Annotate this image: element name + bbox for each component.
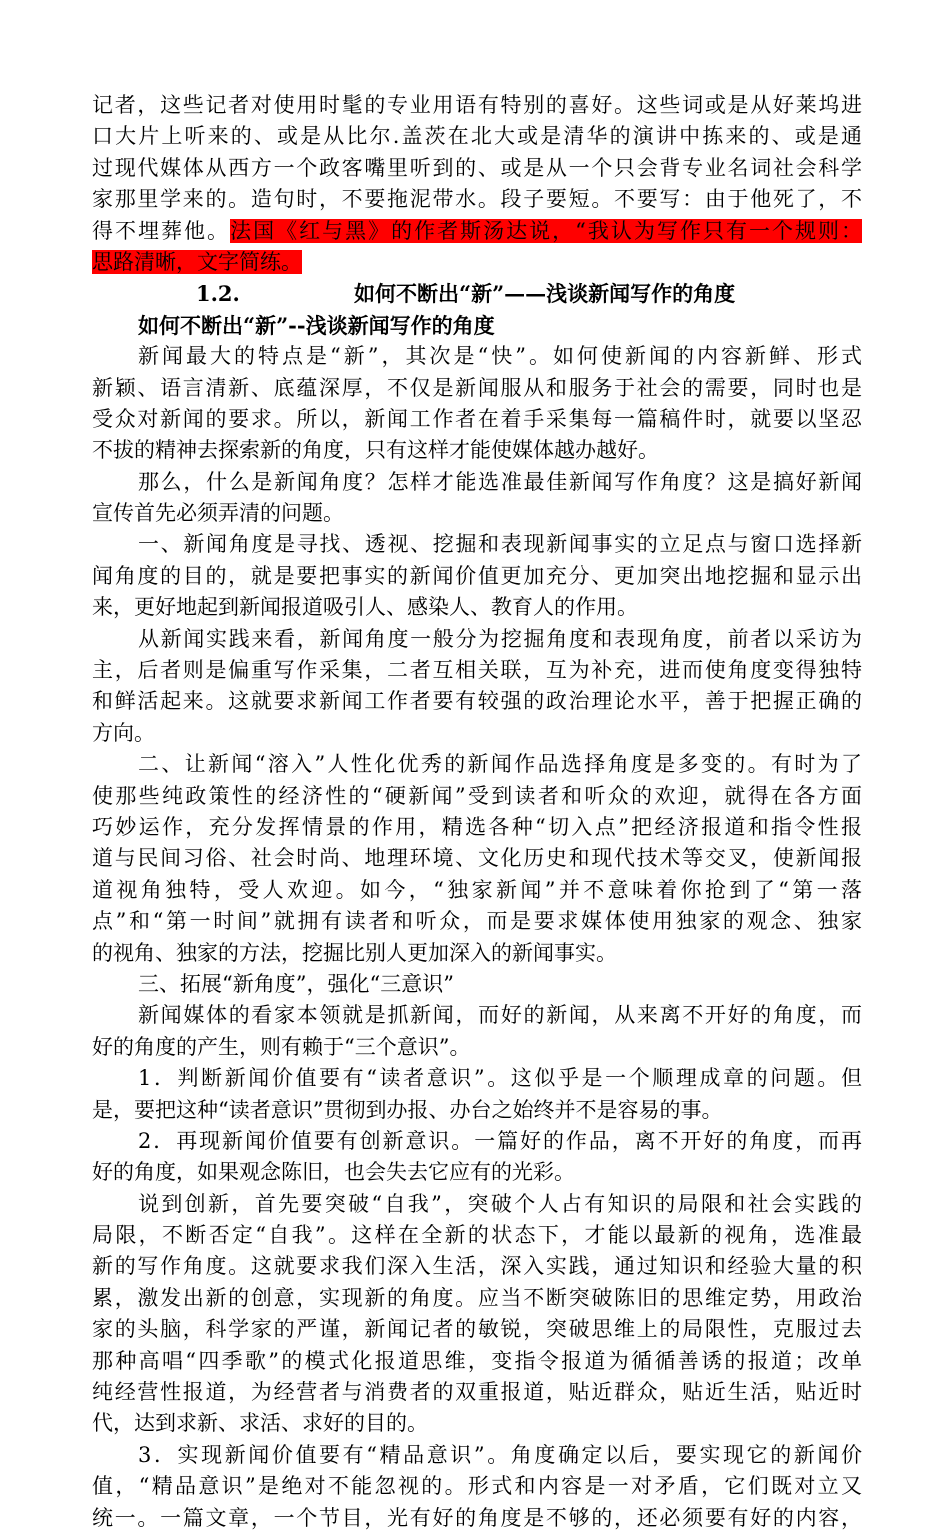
- text-line: [92, 121, 862, 152]
- line-text: 新闻媒体的看家本领就是抓新闻，而好的新闻，从来离不开好的角度，而: [138, 1003, 862, 1028]
- line-text: 宣传首先必须弄清的问题。: [92, 501, 344, 526]
- text-line: [92, 1440, 862, 1471]
- line-text: 记者，这些记者对使用时髦的专业用语有特别的喜好。这些词或是从好莱坞进: [92, 93, 862, 117]
- line-text: 那么，什么是新闻角度？怎样才能选准最佳新闻写作角度？这是搞好新闻: [138, 469, 862, 494]
- line-text: 局限，不断否定“自我”。这样在全新的状态下，才能以最新的视角，选准最: [92, 1223, 862, 1248]
- text-line: [92, 655, 862, 686]
- text-line: [92, 247, 862, 278]
- line-text: 新颖、语言清新、底蕴深厚，不仅是新闻服从和服务于社会的需要，同时也是: [92, 375, 862, 400]
- highlighted-quote: 思路清晰，文字简练。: [92, 249, 302, 274]
- highlighted-quote: 法国《红与黑》的作者斯汤达说，“我认为写作只有一个规则：: [230, 218, 863, 243]
- paragraph: [92, 749, 862, 969]
- text-line: [92, 938, 862, 969]
- text-line: [92, 906, 862, 937]
- text-line: [92, 718, 862, 749]
- line-text: 好的角度的产生，则有赖于“三个意识”。: [92, 1034, 471, 1059]
- text-line: [92, 1032, 862, 1063]
- line-text: 道与民间习俗、社会时尚、地理环境、文化历史和现代技术等交叉，使新闻报: [92, 846, 862, 871]
- section-number: 1.2.: [196, 281, 240, 307]
- paragraph: [92, 529, 862, 623]
- text-line: [92, 1000, 862, 1031]
- paragraph: [92, 1063, 862, 1126]
- line-text: 二、让新闻“溶入”人性化优秀的新闻作品选择角度是多变的。有时为了: [138, 752, 862, 777]
- paragraph: [92, 1440, 862, 1534]
- text-line: [92, 843, 862, 874]
- line-text: 过现代媒体从西方一个政客嘴里听到的、或是从一个只会背专业名词社会科学: [92, 155, 862, 180]
- line-text: 方向。: [92, 720, 155, 745]
- line-text: 好的角度，如果观念陈旧，也会失去它应有的光彩。: [92, 1160, 575, 1185]
- line-text: 纯经营性报道，为经营者与消费者的双重报道，贴近群众，贴近生活，贴近时: [92, 1380, 862, 1405]
- line-text: 3．实现新闻价值要有“精品意识”。角度确定以后，要实现它的新闻价: [138, 1442, 862, 1467]
- text-line: [92, 1126, 862, 1157]
- text-line: [92, 216, 862, 247]
- text-line: [92, 1346, 862, 1377]
- line-text: 的视角、独家的方法，挖掘比别人更加深入的新闻事实。: [92, 940, 617, 965]
- text-line: [92, 781, 862, 812]
- line-text: 值，“精品意识”是绝对不能忽视的。形式和内容是一对矛盾，它们既对立又: [92, 1474, 862, 1499]
- line-text: 1．判断新闻价值要有“读者意识”。这似乎是一个顺理成章的问题。但: [138, 1066, 862, 1091]
- line-text: 家的头脑，科学家的严谨，新闻记者的敏锐，突破思维上的局限性，克服过去: [92, 1317, 862, 1342]
- line-text: 使那些纯政策性的经济性的“硬新闻”受到读者和听众的欢迎，就得在各方面: [92, 783, 862, 808]
- line-text: 一、新闻角度是寻找、透视、挖掘和表现新闻事实的立足点与窗口选择新: [138, 532, 862, 557]
- text-line: [92, 1283, 862, 1314]
- line-text: 点”和“第一时间”就拥有读者和听众，而是要求媒体使用独家的观念、独家: [92, 909, 862, 934]
- text-line: [92, 467, 862, 498]
- line-text: 巧妙运作，充分发挥情景的作用，精选各种“切入点”把经济报道和指令性报: [92, 814, 862, 839]
- subtitle-text: 如何不断出“新”--浅谈新闻写作的角度: [138, 312, 495, 338]
- text-line: [92, 749, 862, 780]
- intro-paragraph: [92, 90, 862, 278]
- text-line: [92, 90, 862, 121]
- paragraph: [92, 467, 862, 530]
- line-text: 代，达到求新、求活、求好的目的。: [92, 1411, 428, 1436]
- text-line: [92, 1314, 862, 1345]
- line-text: 闻角度的目的，就是要把事实的新闻价值更加充分、更加突出地挖掘和显示出: [92, 563, 862, 588]
- text-line: [92, 624, 862, 655]
- text-line: [92, 686, 862, 717]
- paragraph: [92, 1000, 862, 1063]
- line-text: 来，更好地起到新闻报道吸引人、感染人、教育人的作用。: [92, 595, 638, 620]
- text-line: [92, 341, 862, 372]
- line-text: 家那里学来的。造句时，不要拖泥带水。段子要短。不要写：由于他死了，不: [92, 187, 862, 212]
- section-title: 如何不断出“新”——浅谈新闻写作的角度: [354, 281, 736, 307]
- line-text: 从新闻实践来看，新闻角度一般分为挖掘角度和表现角度，前者以采访为: [138, 626, 862, 651]
- paragraph: [92, 969, 862, 1000]
- line-text: 统一。一篇文章，一个节目，光有好的角度是不够的，还必须要有好的内容，: [92, 1505, 862, 1530]
- line-text: 和鲜活起来。这就要求新闻工作者要有较强的政治理论水平，善于把握正确的: [92, 689, 862, 714]
- text-line: [92, 1503, 862, 1534]
- line-text: 新的写作角度。这就要求我们深入生活，深入实践，通过知识和经验大量的积: [92, 1254, 862, 1279]
- line-text: 主，后者则是偏重写作采集，二者互相关联，互为补充，进而使角度变得独特: [92, 658, 862, 683]
- text-line: [92, 1471, 862, 1502]
- paragraph: [92, 1189, 862, 1440]
- section-heading: [92, 278, 862, 309]
- text-line: [92, 875, 862, 906]
- text-line: [92, 1189, 862, 1220]
- text-line: [92, 373, 862, 404]
- line-text: 口大片上听来的、或是从比尔.盖茨在北大或是清华的演讲中拣来的、或是通: [92, 124, 862, 149]
- text-line: [92, 969, 862, 1000]
- text-line: [92, 153, 862, 184]
- text-line: [92, 1377, 862, 1408]
- text-line: [92, 1095, 862, 1126]
- text-line: [92, 404, 862, 435]
- text-line: [92, 592, 862, 623]
- line-text: 累，激发出新的创意，实现新的角度。应当不断突破陈旧的思维定势，用政治: [92, 1285, 862, 1310]
- line-text: 得不埋葬他。: [92, 218, 231, 243]
- text-line: [92, 561, 862, 592]
- line-text: 不拔的精神去探索新的角度，只有这样才能使媒体越办越好。: [92, 438, 659, 463]
- line-text: 受众对新闻的要求。所以，新闻工作者在着手采集每一篇稿件时，就要以坚忍: [92, 406, 862, 431]
- paragraph: [92, 624, 862, 750]
- line-text: 三、拓展“新角度”，强化“三意识”: [138, 971, 454, 996]
- line-text: 道视角独特，受人欢迎。如今，“独家新闻”并不意味着你抢到了“第一落: [92, 877, 862, 902]
- document-body: [92, 90, 862, 1534]
- text-line: [92, 498, 862, 529]
- text-line: [92, 435, 862, 466]
- text-line: [92, 1251, 862, 1282]
- line-text: 说到创新，首先要突破“自我”，突破个人占有知识的局限和社会实践的: [138, 1191, 862, 1216]
- text-line: [92, 184, 862, 215]
- line-text: 新闻最大的特点是“新”，其次是“快”。如何使新闻的内容新鲜、形式: [138, 344, 862, 369]
- text-line: [92, 1063, 862, 1094]
- article-subtitle: [92, 310, 862, 341]
- text-line: [92, 1220, 862, 1251]
- paragraph: [92, 1126, 862, 1189]
- line-text: 2．再现新闻价值要有创新意识。一篇好的作品，离不开好的角度，而再: [138, 1128, 862, 1153]
- text-line: [92, 1157, 862, 1188]
- text-line: [92, 1408, 862, 1439]
- line-text: 那种高唱“四季歌”的模式化报道思维，变指令报道为循循善诱的报道；改单: [92, 1348, 862, 1373]
- line-text: 是，要把这种“读者意识”贯彻到办报、办台之始终并不是容易的事。: [92, 1097, 723, 1122]
- paragraph: [92, 341, 862, 467]
- text-line: [92, 529, 862, 560]
- text-line: [92, 812, 862, 843]
